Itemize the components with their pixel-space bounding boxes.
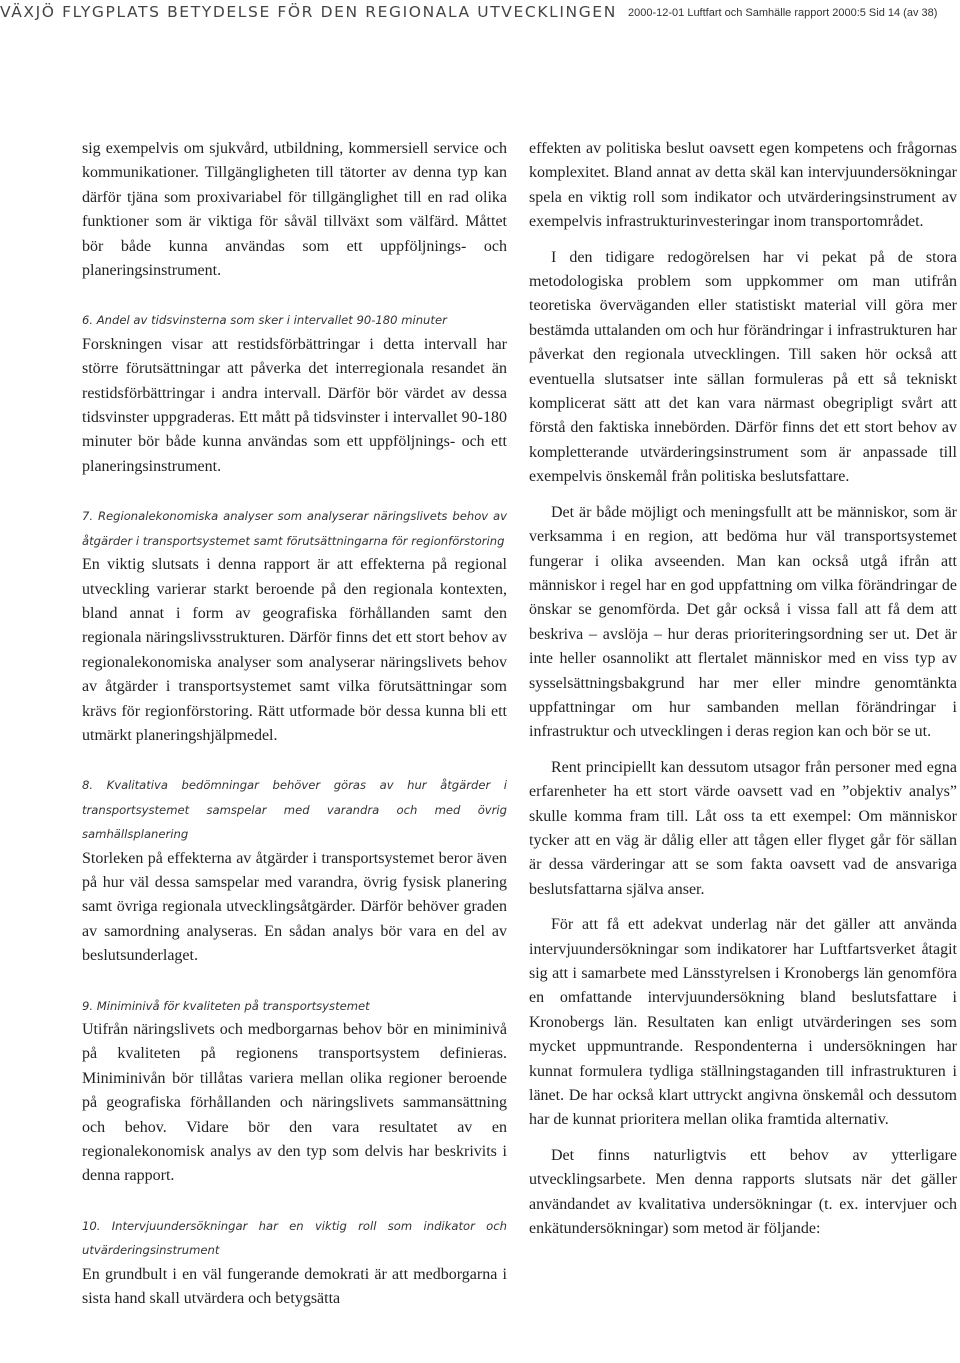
section-6-body: Forskningen visar att restidsförbättringar i detta intervall har större förutsättningar att påverka det interregionala resandet än restidsförbättringar i andra intervall. Därför bör värdet av dessa tidsvinster uppgraderas. Ett mått på tidsvinster i intervallet 90-180 minuter bör både kunna användas som ett uppföljnings- och ett planeringsinstrument. xyxy=(82,335,507,475)
section-7 xyxy=(82,504,507,748)
right-paragraph-1: effekten av politiska beslut oavsett egen kompetens och frågornas komplexitet. Bland annat av detta skäl kan intervjuundersökningar spela en viktig roll som indikator och utvärderingsinstrument av exempelvis infrastrukturinvesteringar inom transportområdet. xyxy=(529,140,957,231)
right-paragraph-4: Rent principiellt kan dessutom utsagor från personer med egna erfarenheter ha ett stort värde oavsett vad en ”objektiv analys” skulle komma fram till. Låt oss ta ett exempel: Om människor tycker att en väg är dålig eller att tågen eller flyget går för sällan är dessa värderingar att se som fakta oavsett vad de ansvariga beslutsfattarna själva anser. xyxy=(529,758,957,898)
page-header xyxy=(0,0,960,36)
section-8 xyxy=(82,773,507,968)
section-9-body: Utifrån näringslivets och medborgarnas behov bör en miniminivå på kvaliteten på regionens transportsystem definieras. Miniminivån bör tillåtas variera mellan olika regioner beroende på geografiska förhållanden och näringslivets sammansättning och behov. Vidare bör den vara resultatet av en regionalekonomisk analys av den typ som delvis har beskrivits i denna rapport. xyxy=(82,1021,507,1185)
section-10-heading: 10. Intervjuundersökningar har en viktig roll som indikator och utvärderingsinstrument xyxy=(82,1218,507,1258)
section-9 xyxy=(82,994,507,1189)
right-column xyxy=(529,137,957,1241)
section-10-body: En grundbult i en väl fungerande demokrati är att medborgarna i sista hand skall utvärdera och betygsätta xyxy=(82,1265,507,1308)
right-paragraph-6: Det finns naturligtvis ett behov av ytterligare utvecklingsarbete. Men denna rapports slutsats när det gäller användandet av kvalitativa undersökningar (t. ex. intervjuer och enkätundersökningar) som metod är följande: xyxy=(529,1146,957,1238)
page-meta: 2000-12-01 Luftfart och Samhälle rapport 2000:5 Sid 14 (av 38) xyxy=(628,7,938,19)
right-paragraph-2: I den tidigare redogörelsen har vi pekat på de stora metodologiska problem som uppkommer om man utifrån teoretiska överväganden eller statistiskt material vill göra mer bestämda uttalanden om och hur förändringar i infrastrukturen har påverkat den regionala utvecklingen. Till saken hör också att eventuella slutsatser inte sällan formuleras på ett så tekniskt komplicerat sätt att det kan vara närmast obegripligt svårt att förstå den faktiska innebörden. Därför finns det ett stort behov av kompletterande utvärderingsinstrument som är anpassade till exempelvis önskemål från politiska beslutsfattare. xyxy=(529,248,957,486)
section-9-heading: 9. Miniminivå för kvaliteten på transportsystemet xyxy=(82,998,370,1013)
left-column xyxy=(82,137,507,1311)
section-7-heading: 7. Regionalekonomiska analyser som analyserar näringslivets behov av åtgärder i transportsystemet samt förutsättningarna för regionförstoring xyxy=(82,509,507,548)
section-10 xyxy=(82,1214,507,1312)
right-paragraph-5: För att få ett adekvat underlag när det gäller att använda intervjuundersökningar som indikatorer har Luftfartsverket åtagit sig att i samarbete med Länsstyrelsen i Kronobergs län genomföra en omfattande intervjuundersökning bland beslutsfattare i Kronobergs län. Resultaten kan enligt utvärderingen ses som mycket uppmuntrande. Respondenterna i undersökningen har kunnat formulera tydliga ställningstaganden till infrastrukturen i länet. De har också klart uttryckt angivna önskemål och dessutom har de kunnat prioritera mellan olika framtida alternativ. xyxy=(529,916,957,1129)
section-7-body: En viktig slutsats i denna rapport är att effekterna på regional utveckling varierar starkt beroende på den regionala kontexten, bland annat i form av geografiska förhållanden samt den regionala näringslivsstrukturen. Därför finns det ett stort behov av regionalekonomiska analyser som analyserar näringslivets behov av åtgärder i transportsystemet samt vilka förutsättningar som krävs för regionförstoring. Rätt utformade bör dessa kunna bli ett utmärkt planeringshjälpmedel. xyxy=(82,556,507,744)
document-title: VÄXJÖ FLYGPLATS BETYDELSE FÖR DEN REGIONALA UTVECKLINGEN xyxy=(0,3,617,21)
section-8-body: Storleken på effekterna av åtgärder i transportsystemet beror även på hur väl dessa samspelar med varandra, övrig fysisk planering samt övriga regionala utvecklingsåtgärder. Därför behöver graden av samordning analyseras. En sådan analys bör vara en del av beslutsunderlaget. xyxy=(82,849,507,965)
section-8-heading: 8. Kvalitativa bedömningar behöver göras av hur åtgärder i transportsystemet samspelar med varandra och med övrig samhällsplanering xyxy=(82,778,507,842)
section-6-heading: 6. Andel av tidsvinsterna som sker i intervallet 90-180 minuter xyxy=(82,313,447,328)
right-paragraph-3: Det är både möjligt och meningsfullt att be människor, som är verksamma i en region, att bedöma hur väl transportsystemet fungerar i olika avseenden. Man kan också utgå ifrån att människor i regel har en god uppfattning om vilka förändringar de önskar se genomförda. Det går också i vissa fall att få dem att beskriva – avslöja – hur deras prioriteringsordning ser ut. Det är inte heller osannolikt att flertalet människor med en viss typ av sysselsättningsbakgrund har mer eller mindre genomtänkta uppfattningar om hur sambanden mellan förändringar i infrastruktur och utvecklingen i deras region kan och bör se ut. xyxy=(529,503,957,741)
intro-paragraph: sig exempelvis om sjukvård, utbildning, kommersiell service och kommunikationer. Tillgängligheten till tätorter av denna typ kan därför tjäna som proxivariabel för tillgänglighet till en rad olika funktioner som är viktiga för såväl tillväxt som välfärd. Måttet bör både kunna användas som ett uppföljnings- och planeringsinstrument. xyxy=(82,140,507,280)
section-6 xyxy=(82,308,507,479)
